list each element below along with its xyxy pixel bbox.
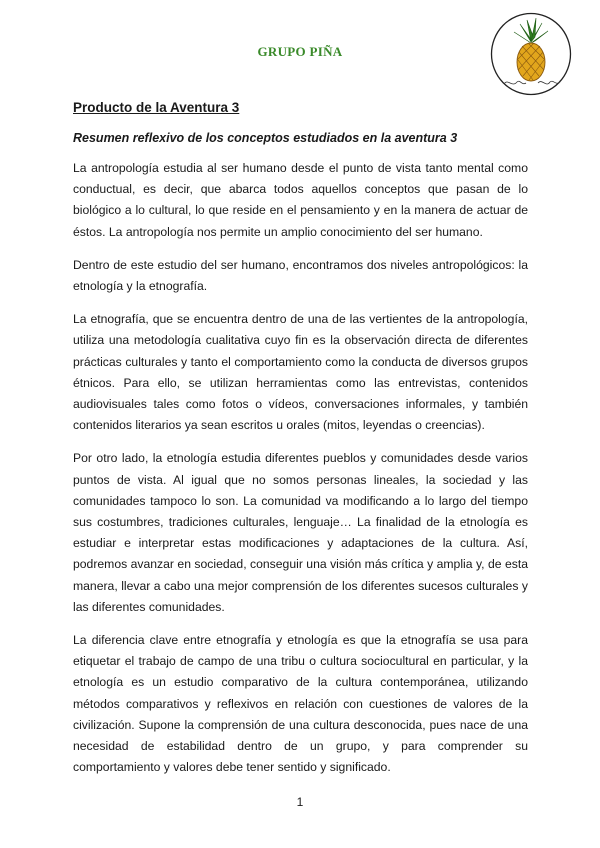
paragraph-diferencia: La diferencia clave entre etnografía y etnología es que la etnografía se usa para etiquetar el trabajo de campo de una tribu o cultura sociocultural en particular, y la etnología es un estudio comparativo de la cultura contemporánea, utilizando métodos comparativos y reflexivos en relación con cuestiones de valores de la civilización. Supone la comprensión de una cultura desconocida, pues nace de una necesidad de estabilidad dentro de un grupo, y para comprender su comportamiento y valores debe tener sentido y significado. (73, 633, 528, 775)
pineapple-logo-icon (490, 12, 572, 96)
paragraph-antropologia: La antropología estudia al ser humano desde el punto de vista tanto mental como conductual, es decir, que abarca todos aquellos conceptos que pasan de lo biológico a lo cultural, lo que reside en el pensamiento y en la manera de actuar de éstos. La antropología nos permite un amplio conocimiento del ser humano. (73, 161, 528, 239)
document-body (73, 99, 528, 790)
group-title: GRUPO PIÑA (257, 44, 343, 59)
document-heading: Producto de la Aventura 3 (73, 100, 240, 115)
page-number: 1 (296, 795, 304, 809)
document-subheading: Resumen reflexivo de los conceptos estudiados en la aventura 3 (73, 131, 458, 145)
paragraph-niveles: Dentro de este estudio del ser humano, encontramos dos niveles antropológicos: la etnología y la etnografía. (73, 257, 528, 294)
paragraph-etnografia: La etnografía, que se encuentra dentro de una de las vertientes de la antropología, utiliza una metodología cualitativa cuyo fin es la observación directa de diferentes prácticas culturales y tanto el comportamiento como la conducta de diversos grupos étnicos. Para ello, se utilizan herramientas como las entrevistas, contenidos audiovisuales tales como fotos o vídeos, conversaciones informales, y también contenidos literarios ya sean escritos u orales (mitos, leyendas o creencias). (73, 312, 528, 433)
paragraph-etnologia: Por otro lado, la etnología estudia diferentes pueblos y comunidades desde varios puntos de vista. Al igual que no somos personas lineales, la sociedad y las comunidades tampoco lo son. La comunidad va modificando a lo largo del tiempo sus costumbres, tradiciones culturales, lenguaje… La finalidad de la etnología es estudiar e interpretar estas modificaciones y adaptaciones de la cultura. Así, podremos avanzar en sociedad, conseguir una visión más crítica y amplia y, de esta manera, llevar a cabo una mejor comprensión de los diferentes sucesos culturales y las diferentes comunidades. (73, 451, 528, 614)
